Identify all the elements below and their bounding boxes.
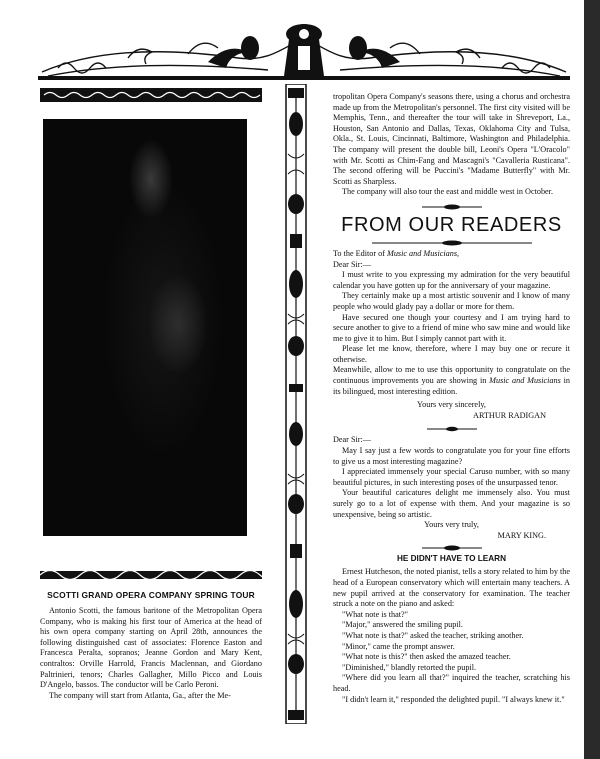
letter-separator-ornament	[427, 426, 477, 432]
letter2-paragraph-2: I appreciated immensely your special Caruso number, with so many beautiful pictures, in such interesting poses of the unsurpassed tenor.	[333, 467, 570, 487]
ornamental-bar-bottom	[40, 568, 262, 582]
learn-intro-paragraph: Ernest Hutcheson, the noted pianist, tells a story related to him by the head of a European conservatory which will entertain many teachers. A new pupil arrived at the conservatory for examination. The teacher struck a note on the piano and asked:	[333, 567, 570, 609]
ornamental-header	[38, 18, 570, 82]
section-separator-ornament	[422, 545, 482, 551]
letter1-addressee: To the Editor of Music and Musicians,	[333, 248, 460, 258]
letter1-closing: Yours very sincerely,	[417, 400, 486, 410]
letter1-paragraph-5: Meanwhile, allow to me to use this opportunity to congratulate on the continuous improvements you are showing in Music and Musicians in its bilingued, most interesting edition.	[333, 365, 570, 396]
letter2-closing: Yours very truly,	[424, 520, 479, 530]
heading-underline-ornament	[372, 240, 532, 246]
learn-line-5: "What note is this?" then asked the amazed teacher.	[342, 652, 511, 662]
right-column	[333, 92, 570, 705]
learn-line-8: "I didn't learn it," responded the delighted pupil. "I always knew it."	[342, 694, 565, 704]
letter1-paragraph-4: Please let me know, therefore, where I may buy one or recure it otherwise.	[333, 344, 570, 364]
scotti-paragraph-1: Antonio Scotti, the famous baritone of the Metropolitan Opera Company, who is making his first tour of America at the head of his own opera company starting on April 28th, announces the following distinguished cast of associates: Florence Easton and Francesca Peralta, sopranos; Jeanne Gordon and Mary Kent, contraltos: Orville Harrold, Francis Maclennan, and Giordano Paltrinieri, tenors; Charles Gallagher, Millo Picco and Louis D'Angelo, bassos. The conductor will be Carlo Peroni.	[40, 606, 262, 690]
portrait-photograph	[43, 119, 247, 536]
scotti-paragraph-2: The company will start from Atlanta, Ga., after the Me-	[49, 690, 231, 700]
ornamental-column-divider	[282, 84, 310, 724]
learn-line-7: "Where did you learn all that?" inquired the teacher, scratching his head.	[333, 673, 570, 693]
letter1-paragraph-1: I must write to you expressing my admiration for the very beautiful calendar you have gotten up for the anniversary of your magazine.	[333, 270, 570, 290]
learn-line-6: "Diminished," blandly retorted the pupil.	[342, 662, 477, 672]
learn-line-2: "Major," answered the smiling pupil.	[342, 620, 463, 630]
from-our-readers-heading: FROM OUR READERS	[341, 213, 562, 236]
learn-line-4: "Minor," came the prompt answer.	[342, 641, 455, 651]
left-column	[40, 88, 262, 701]
letter2-paragraph-1: May I say just a few words to congratulate you for your fine efforts to give us a most interesting magazine?	[333, 446, 570, 466]
letter1-paragraph-3: Have secured one though your courtesy and I am trying hard to secure another to give to a friend of mine who saw mine and would like me to give it to him. But I simply cannot part with it.	[333, 312, 570, 343]
letter1-paragraph-2: They certainly make up a most artistic souvenir and I know of many people who would glady pay a dollar or more for them.	[333, 291, 570, 311]
letter1-salutation: Dear Sir:—	[333, 259, 371, 269]
letter1-signature: ARTHUR RADIGAN	[473, 410, 546, 420]
letter2-paragraph-3: Your beautiful caricatures delight me immensely also. You must surely go to a lot of expense with them. And your magazine is so unexpensive, being so artistic.	[333, 488, 570, 519]
he-didnt-have-to-learn-heading: HE DIDN'T HAVE TO LEARN	[397, 554, 506, 564]
page-edge-shadow	[584, 0, 600, 759]
ornamental-bar-top	[40, 88, 262, 102]
letter2-salutation: Dear Sir:—	[333, 435, 371, 445]
scotti-continued-paragraph-2: The company will also tour the east and middle west in October.	[342, 187, 554, 197]
learn-line-1: "What note is that?"	[342, 609, 409, 619]
letter2-signature: MARY KING.	[497, 530, 546, 540]
scotti-heading: SCOTTI GRAND OPERA COMPANY SPRING TOUR	[47, 590, 255, 600]
small-ornament-divider	[422, 204, 482, 210]
scotti-continued-paragraph: tropolitan Opera Company's seasons there, using a chorus and orchestra made up from the Metropolitan's personnel. The first city visited will be Memphis, Tenn., and thereafter the tour will take in Shreveport, La., Houston, San Antonio and Dallas, Texas, Oklahoma City and Tulsa, Okla., St. Louis, Cincinnati, Baltimore, Washington and Philadelphia. The company will present the double bill, Leoni's Opera "L'Oracolo" with Mr. Scotti as Chim-Fang and Mascagni's "Cavalleria Rusticana". The second offering will be Puccini's "Madame Butterfly" with Mr. Scotti as Sharpless.	[333, 92, 570, 186]
learn-line-3: "What note is that?" asked the teacher, striking another.	[342, 630, 524, 640]
